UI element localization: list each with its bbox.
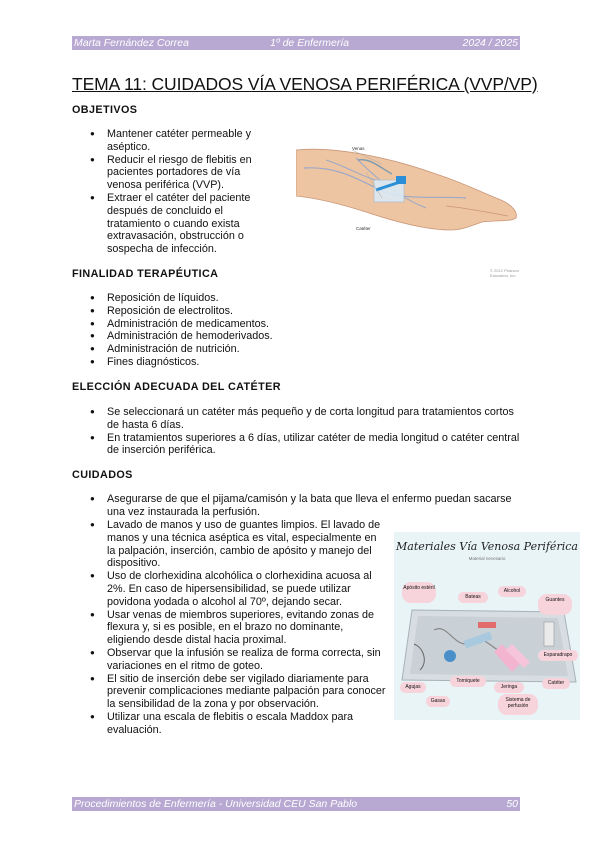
list-item: ● Fines diagnósticos. [90, 356, 390, 369]
bubble-guantes: Guantes [538, 594, 572, 615]
bubble-gasas: Gasas [426, 696, 450, 707]
materials-title: Materiales Vía Venosa Periférica [396, 540, 578, 553]
list-item: ● Administración de nutrición. [90, 343, 390, 356]
arm-iv-illustration [296, 138, 518, 240]
list-item: ● Usar venas de miembros superiores, evitando zonas de flexura y, si es posible, en el brazo no dominante, eligiendo desde distal hacia proximal. [90, 609, 386, 647]
bubble-esparadrapo: Esparadrapo [538, 650, 578, 661]
bubble-agujas: Agujas [400, 682, 426, 693]
page-header [72, 36, 520, 50]
list-item: ● Uso de clorhexidina alcohólica o clorhexidina acuosa al 2%. En caso de hipersensibilidad, se puede utilizar povidona yodada o alcohol al 70º, dejando secar. [90, 570, 386, 608]
list-item: ● Reducir el riesgo de flebitis en pacientes portadores de vía venosa periférica (VVP). [90, 154, 270, 192]
list-item: ● En tratamientos superiores a 6 días, utilizar catéter de media longitud o catéter central de inserción periférica. [90, 432, 520, 458]
list-item: ● Reposición de electrolitos. [90, 305, 390, 318]
header-author: Marta Fernández Correa [74, 37, 189, 49]
list-item: ● Se seleccionará un catéter más pequeño y de corta longitud para tratamientos cortos de hasta 6 días. [90, 406, 520, 432]
page-footer [72, 797, 520, 811]
label-vein: Venas [352, 146, 365, 151]
list-eleccion [90, 406, 520, 457]
bubble-alcohol: Alcohol [498, 586, 526, 597]
list-objetivos [90, 128, 270, 256]
heading-finalidad: FINALIDAD TERAPÉUTICA [72, 268, 219, 280]
list-item: ● Administración de medicamentos. [90, 318, 390, 331]
list-item: ● El sitio de inserción debe ser vigilado diariamente para prevenir complicaciones mediante palpación para conocer la sensibilidad de la zona y por observación. [90, 673, 386, 711]
bubble-cateter: Catéter [542, 678, 570, 689]
figure-credit: © 2012 Pearson Education, Inc. [490, 268, 519, 278]
list-item: ● Observar que la infusión se realiza de forma correcta, sin variaciones en el ritmo de goteo. [90, 647, 386, 673]
header-year: 2024 / 2025 [462, 37, 518, 49]
list-item: ● Administración de hemoderivados. [90, 330, 390, 343]
list-item: ● Asegurarse de que el pijama/camisón y la bata que lleva el enfermo puedan sacarse una vez instaurada la perfusión. [90, 493, 520, 519]
list-item: ● Mantener catéter permeable y aséptico. [90, 128, 270, 154]
list-cuidados-first [90, 493, 520, 519]
materials-subtitle: Material necesario [468, 556, 506, 561]
bubble-bateas: Bateas [458, 592, 488, 603]
header-course: 1º de Enfermería [270, 37, 350, 49]
heading-eleccion: ELECCIÓN ADECUADA DEL CATÉTER [72, 381, 281, 393]
page-title: TEMA 11: CUIDADOS VÍA VENOSA PERIFÉRICA (VVP/VP) [72, 74, 538, 94]
bubble-jeringa: Jeringa [494, 682, 524, 693]
bubble-apositos: Apósito estéril [402, 582, 436, 603]
bubble-sistema: Sistema de perfusión [498, 694, 538, 715]
list-item: ● Reposición de líquidos. [90, 292, 390, 305]
list-item: ● Lavado de manos y uso de guantes limpios. El lavado de manos y una técnica aséptica es vital, especialmente en la palpación, inserción, cambio de apósito y manejo del dispositivo. [90, 519, 386, 570]
bubble-torniquete: Torniquete [450, 676, 486, 687]
footer-text: Procedimientos de Enfermería - Universidad CEU San Pablo [74, 798, 358, 810]
heading-cuidados: CUIDADOS [72, 469, 133, 481]
list-item: ● Utilizar una escala de flebitis o escala Maddox para evaluación. [90, 711, 386, 737]
list-finalidad [90, 292, 390, 369]
page-number: 50 [506, 798, 518, 810]
heading-objetivos: OBJETIVOS [72, 104, 138, 116]
list-cuidados [90, 519, 386, 737]
list-item: ● Extraer el catéter del paciente después de concluido el tratamiento o cuando exista extravasación, obstrucción o sospecha de infección. [90, 192, 270, 256]
label-catheter: Catéter [356, 226, 371, 231]
materials-illustration [394, 532, 580, 720]
